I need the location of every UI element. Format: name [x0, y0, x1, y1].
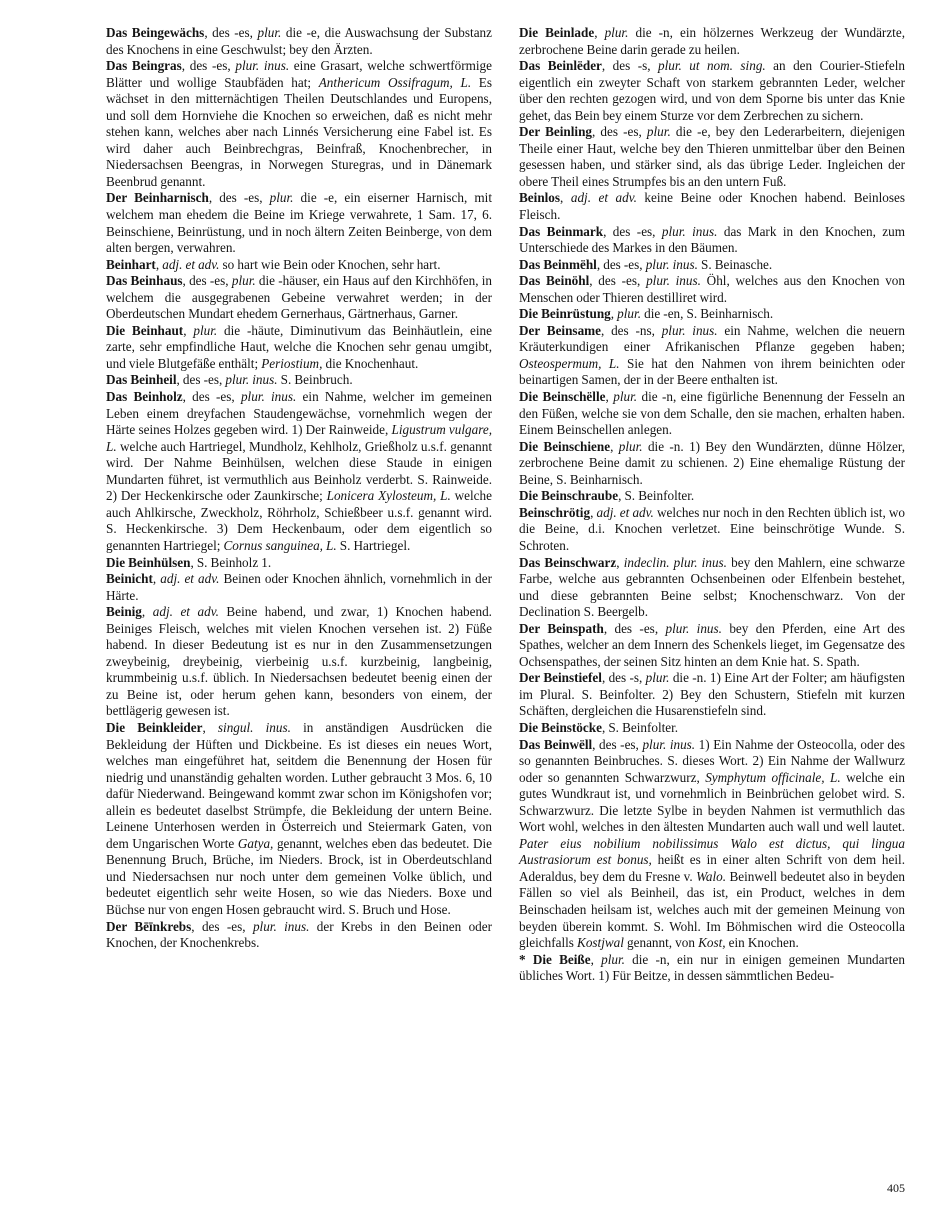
dictionary-entry: [519, 389, 905, 439]
dictionary-entry: [519, 257, 905, 274]
dictionary-entry: [106, 389, 492, 554]
headword: Das Beingras: [106, 58, 182, 74]
entry-text: Öhl, welches aus den Knochen von Menschen oder Thieren destilliret wird.: [519, 273, 905, 305]
italic-text: plur.: [193, 322, 218, 338]
dictionary-entry: [106, 555, 492, 572]
italic-text: adj. et adv.: [570, 190, 637, 206]
italic-text: plur. inus.: [225, 372, 278, 388]
entry-text: S. Beinasche.: [697, 256, 773, 272]
dictionary-entry: [106, 257, 492, 274]
entry-text: ein Nahme, welchen die neuern Kräuterkundigen einer Afrikanischen Pflanze gegeben haben;: [519, 322, 905, 355]
headword: Die Beinrüstung: [519, 306, 611, 322]
dictionary-entry: [519, 439, 905, 489]
entry-text: ,: [155, 256, 163, 272]
italic-text: plur. inus.: [646, 273, 701, 289]
headword: Der Beinspath: [519, 620, 604, 636]
entry-text: ,: [152, 571, 161, 587]
entry-text: genannt, von: [623, 935, 699, 951]
entry-text: , des -es,: [181, 58, 236, 74]
dictionary-entry: [106, 372, 492, 389]
italic-text: plur. inus.: [252, 918, 310, 934]
italic-text: plur.: [618, 438, 643, 454]
headword: Das Beingewächs: [106, 25, 205, 40]
headword: Die Beinhülsen: [106, 554, 191, 570]
dictionary-entry: [106, 323, 492, 373]
entry-text: keine Beine oder Knochen habend. Beinloses Fleisch.: [519, 190, 905, 223]
dictionary-entry: [519, 273, 905, 306]
dictionary-entry: [519, 306, 905, 323]
italic-text: plur. inus.: [661, 223, 718, 239]
entry-text: Es wächset in den mitternächtigen Theilen Deutschlandes und Europens, und soll dem Hornviehe die Knochen so erweichen, daß es nicht mehr stehen kann, welches aber nach Linnés Versicherung eine Fabel ist. Es wird daher auch Beinbrechgras, Beinfraß, Knochenbrecher, in Niedersachsen Beengras, in Norwegen Sturegras, und in Dänemark Beenbrud genannt.: [106, 74, 492, 189]
dictionary-entry: [106, 273, 492, 323]
entry-text: die -häute, Diminutivum das Beinhäutlein, eine zarte, sehr empfindliche Haut, welche die Knochen sehr genau umgibt, und viele Blutgefäße enthält;: [106, 322, 492, 371]
italic-text: plur. inus.: [661, 322, 718, 338]
italic-text: Kostjwal: [577, 935, 624, 951]
italic-text: plur. inus.: [645, 256, 698, 272]
dictionary-entry: [519, 25, 905, 58]
entry-text: , des -es,: [596, 256, 646, 272]
entry-text: ,: [590, 504, 597, 520]
entry-text: ,: [590, 951, 602, 967]
entry-text: bey den Pferden, eine Art des Spathes, welcher an dem Innern des Schenkels lieget, im Gegensatze des Ochsenspathes, der seinen Sitz hinten an dem Knie hat. S. Spath.: [519, 620, 905, 669]
entry-text: die -e, bey den Lederarbeitern, diejenigen Theile einer Haut, welche bey den Thieren unmittelbar über den Beinen gesessen haben, und stärker sind, als das übrige Leder. Ingleichen der obere Theil eines Strumpfes bis an den untern Fuß.: [519, 124, 905, 189]
italic-text: plur.: [601, 951, 625, 967]
headword: Das Beinlëder: [519, 58, 602, 74]
entry-text: , des -es,: [208, 190, 270, 206]
headword: Der Beinharnisch: [106, 190, 209, 206]
entry-text: ,: [183, 322, 194, 338]
entry-text: , des -s,: [601, 58, 658, 74]
dictionary-entry: [519, 190, 905, 223]
dictionary-entry: [519, 488, 905, 505]
italic-text: singul. inus.: [217, 719, 291, 735]
italic-text: Lonicera Xylosteum, L.: [326, 488, 451, 504]
headword: Die Beinkleider: [106, 719, 203, 735]
dictionary-entry: [106, 919, 492, 952]
entry-text: , des -s,: [601, 670, 646, 686]
entry-text: ein Nahme, welcher im gemeinen Leben einem dreyfachen Staudengewächse, vornehmlich wegen der Härte seines Holzes gegeben wird. 1) Der Rainweide,: [106, 389, 492, 438]
entry-text: eine Grasart, welche schwertförmige Blätter und wollige Staubfäden hat;: [106, 58, 492, 90]
italic-text: Osteospermum, L.: [519, 355, 620, 371]
entry-text: welches nur noch in den Rechten üblich ist, wo die Beine, d.i. Knochen verletzet. Eine beinschrötige Wunde. S. Schroten.: [519, 504, 906, 553]
italic-text: Periostium,: [261, 355, 323, 371]
dictionary-entry: [106, 720, 492, 919]
italic-text: Cornus sanguinea, L.: [223, 537, 337, 553]
entry-text: Beinwell bedeutet also in beyden Fällen so viel als Beinheil, das ist, ein Product, welches in dem Beinschaden heilsam ist, welches auch mit der gemeinen Meinung von beyden überein kommt. S. Wohl. Im Böhmischen wird die Osteocolla gleichfalls: [519, 868, 905, 951]
headword: Das Beinmark: [519, 223, 604, 239]
entry-text: ,: [610, 438, 619, 454]
headword: Das Beinschwarz: [519, 554, 617, 570]
entry-text: , des -es,: [603, 223, 662, 239]
italic-text: plur. ut nom. sing.: [657, 58, 766, 74]
dictionary-entry: [106, 604, 492, 720]
italic-text: indeclin. plur. inus.: [623, 554, 727, 570]
dictionary-entry: [519, 555, 905, 621]
entry-text: die -e, ein eiserner Harnisch, mit welchem man ehedem die Beine im Kriege verwahrete, 1 Sam. 17, 6. Beinschiene, Beinrüstung, und in noch ältern Zeiten Beinberge, von dem alten bergen, verwahren.: [106, 190, 492, 256]
dictionary-entry: [519, 224, 905, 257]
entry-text: das Mark in den Knochen, zum Unterschiede des Markes in den Bäumen.: [519, 223, 906, 256]
entry-text: ein Knochen.: [725, 935, 799, 951]
italic-text: plur.: [604, 25, 629, 40]
italic-text: plur.: [257, 25, 282, 40]
italic-text: adj. et adv.: [160, 571, 220, 587]
headword: Der Beinsame: [519, 322, 601, 338]
text-columns: [106, 25, 906, 985]
italic-text: plur.: [231, 273, 256, 289]
headword: Das Beinwëll: [519, 736, 593, 752]
italic-text: plur. inus.: [240, 389, 297, 405]
headword: Der Beinling: [519, 124, 593, 140]
headword: Die Beinschëlle: [519, 389, 606, 405]
italic-text: plur.: [646, 124, 671, 140]
italic-text: adj. et adv.: [152, 604, 219, 620]
entry-text: , S. Beinholz 1.: [190, 554, 272, 570]
dictionary-entry: [519, 323, 905, 389]
entry-text: , des -es,: [603, 620, 666, 636]
entry-text: , des -es,: [182, 389, 241, 405]
headword: Die Beinhaut: [106, 322, 184, 338]
entry-text: , des -es,: [182, 273, 232, 289]
entry-text: , des -es,: [204, 25, 258, 40]
page-number: 405: [887, 1181, 905, 1195]
dictionary-entry: [519, 670, 905, 720]
entry-text: die -n, ein hölzernes Werkzeug der Wundärzte, zerbrochene Beine darin gerade zu heilen.: [519, 25, 905, 57]
column-left: [106, 25, 492, 985]
entry-text: , des -es,: [176, 372, 226, 388]
dictionary-entry: [106, 190, 492, 256]
italic-text: Ligustrum vulgare, L.: [106, 422, 492, 454]
italic-text: plur. inus.: [665, 620, 722, 636]
entry-text: 1) Ein Nahme der Osteocolla, oder des so genannten Beinbruches. S. dieses Wort. 2) Ein Nahme der Wallwurz oder so genannten Schwarzwurz,: [519, 736, 905, 785]
headword: Die Beinlade: [519, 25, 595, 40]
entry-text: Beinen oder Knochen ähnlich, vornehmlich in der Härte.: [106, 571, 493, 603]
italic-text: plur.: [645, 670, 670, 686]
entry-text: , des -ns,: [601, 322, 662, 338]
dictionary-entry: [519, 124, 905, 190]
entry-text: , des -es,: [592, 736, 643, 752]
entry-text: , S. Beinfolter.: [618, 488, 695, 504]
italic-text: plur. inus.: [235, 58, 290, 74]
entry-text: ,: [610, 306, 618, 322]
dictionary-entry: [106, 571, 492, 604]
entry-text: , des -es,: [592, 124, 647, 140]
headword: Das Beinhaus: [106, 273, 183, 289]
entry-text: die -n. 1) Bey den Wundärzten, dünne Hölzer, zerbrochene Beine damit zu schienen. 2) Eine ehemalige Rüstung der Beine, S. Beinharnisch.: [519, 438, 905, 487]
headword: Das Beinmëhl: [519, 256, 597, 272]
entry-text: ,: [202, 719, 218, 735]
entry-text: die -n, ein nur in einigen gemeinen Mundarten übliches Wort. 1) Für Beitze, in dessen sämmtlichen Bedeu-: [519, 951, 905, 984]
italic-text: Gatya,: [237, 835, 274, 851]
column-right: [519, 25, 905, 985]
entry-text: Beine habend, und zwar, 1) Knochen habend. Beiniges Fleisch, welches mit vielen Knochen versehen ist. 2) Füße habend. In dieser Bedeutung ist es nur in den Zusammensetzungen zweybeinig, dreybeinig, vierbeinig u.s.f. kurzbeinig, langbeinig, krummbeinig u.s.f. üblich. In Niedersachsen bedeutet beenig einen der zu Beine ist, oder herum gehen kann, besonders von einem, der bettlägerig gewesen ist.: [106, 604, 492, 719]
italic-text: plur. inus.: [642, 736, 696, 752]
dictionary-entry: [106, 58, 492, 190]
entry-text: der Krebs in den Beinen oder Knochen, der Knochenkrebs.: [106, 918, 493, 951]
entry-text: , des -es,: [589, 273, 647, 289]
italic-text: Walo.: [696, 868, 727, 884]
headword: Beinlos: [519, 190, 561, 206]
headword: * Die Beiße: [519, 951, 591, 967]
dictionary-entry: [519, 505, 905, 555]
entry-text: die -n, eine figürliche Benennung der Fesseln an den Füßen, welche sie von dem Schalle, den sie machen, erhalten haben. Einem Beinschellen anlegen.: [519, 389, 906, 438]
dictionary-entry: [519, 58, 905, 124]
entry-text: ,: [594, 25, 605, 40]
italic-text: plur.: [269, 190, 294, 206]
entry-text: die -e, die Auswachsung der Substanz des Knochens in eine Geschwulst; bey den Ärzten.: [106, 25, 492, 57]
entry-text: ,: [616, 554, 624, 570]
dictionary-entry: [519, 737, 905, 952]
italic-text: adj. et adv.: [162, 256, 220, 272]
headword: Der Beinstiefel: [519, 670, 602, 686]
entry-text: ,: [605, 389, 614, 405]
entry-text: ,: [141, 604, 153, 620]
headword: Beinschrötig: [519, 504, 591, 520]
dictionary-entry: [519, 720, 905, 737]
entry-text: S. Beinbruch.: [277, 372, 353, 388]
italic-text: Symphytum officinale, L.: [705, 769, 841, 785]
headword: Das Beinheil: [106, 372, 177, 388]
headword: Das Beinholz: [106, 389, 183, 405]
italic-text: plur.: [617, 306, 641, 322]
dictionary-entry: [519, 621, 905, 671]
dictionary-entry: [519, 952, 905, 985]
italic-text: Pater eius nobilium nobilissimus Walo est dictus, qui lingua Austrasiorum est bonus,: [519, 835, 905, 868]
headword: Beinig: [106, 604, 142, 620]
entry-text: ,: [560, 190, 571, 206]
entry-text: die -en, S. Beinharnisch.: [641, 306, 774, 322]
entry-text: in anständigen Ausdrücken die Bekleidung der Hüften und Dickbeine. Es ist dieses ein neues Wort, welches man eingeführet hat, seitdem die Benennung der Hosen für niedrig und unanständig gehalten worden. Luther gebraucht 3 Mos. 6, 10 dafür Niederwand. Beingewand kommt zwar schon im Königshofen vor; allein es bedeutet daselbst Strümpfe, die Bekleidung der untern Beine. Leinene Unterhosen werden in Österreich und Steiermark Gaten, von dem Ungarischen Worte: [106, 719, 492, 851]
entry-text: heißt es in einer alten Schrift von dem heil. Aderaldus, bey dem du Fresne v.: [519, 852, 905, 884]
italic-text: plur.: [613, 389, 638, 405]
italic-text: Anthericum Ossifragum, L.: [318, 74, 472, 90]
entry-text: die -n. 1) Eine Art der Folter; am häufigsten im Plural. S. Beinfolter. 2) Bey den Schustern, Stiefeln mit kurzen Schäften, dergleichen die Husarenstiefeln sind.: [519, 670, 905, 719]
entry-text: bey den Mahlern, eine schwarze Farbe, welche aus gebrannten Ochsenbeinen oder Elfenbein bestehet, und diese gebrannten Beine selbst; Knochenschwarz. Von der Declination S. Beergelb.: [519, 554, 905, 620]
entry-text: welche auch Hartriegel, Mundholz, Kehlholz, Grießholz u.s.f. genannt wird. Der Nahme Beinhülsen, welchen diese Staude in einigen Mundarten führet, ist vermuthlich aus Beinholz verderbt. S. Rainweide. 2) Der Heckenkirsche oder Zaunkirsche;: [106, 438, 492, 504]
entry-text: die Knochenhaut.: [322, 355, 419, 371]
headword: Die Beinschraube: [519, 488, 619, 504]
headword: Beinhart: [106, 256, 156, 272]
italic-text: adj. et adv.: [596, 504, 654, 520]
entry-text: so hart wie Bein oder Knochen, sehr hart.: [219, 256, 441, 272]
headword: Beinicht: [106, 571, 153, 587]
entry-text: die -häuser, ein Haus auf den Kirchhöfen, in welchem die ausgegrabenen Gebeine verwahret werden; in der Oberdeutschen Mundart ehedem Gernerhaus, Gärtnerhaus, Garner.: [106, 273, 493, 322]
dictionary-entry: [106, 25, 492, 58]
headword: Die Beinstöcke: [519, 719, 602, 735]
entry-text: welche auch Ahlkirsche, Zweckholz, Röhrholz, Schießbeer u.s.f. genannt wird. S. Heckenkirsche. 3) Dem Heckenbaum, oder dem eigentlich so genannten Hartriegel;: [106, 488, 492, 553]
headword: Die Beinschiene: [519, 438, 611, 454]
headword: Das Beinöhl: [519, 273, 590, 289]
entry-text: genannt, welches eben das bedeutet. Die Benennung Bruch, Brüche, im Nieders. Brock, ist in Oberdeutschland und Niedersachsen nur noch unter dem gemeinen Volke üblich, und bedeutet eigentlich sehr weite Hosen, so wie das Nieders. Boxe und Büchse nur von engen Hosen gebraucht wird. S. Bruch und Hose.: [106, 835, 492, 917]
entry-text: , des -es,: [191, 918, 253, 934]
entry-text: , S. Beinfolter.: [601, 719, 679, 735]
italic-text: Kost,: [698, 935, 726, 951]
entry-text: Sie hat den Nahmen von ihrem beinichten oder beinartigen Samen, der in der Beere enthalten ist.: [519, 355, 905, 388]
headword: Der Bēīnkrebs: [106, 918, 192, 934]
entry-text: an den Courier-Stiefeln eigentlich ein zweyter Schaft von starkem gebrannten Leder, welcher über den rechten gezogen wird, und von dem Sporne bis unter das Knie gehet, das Bein bey einem Sturze vor dem Zerbrechen zu sichern.: [519, 58, 905, 123]
entry-text: S. Hartriegel.: [336, 537, 411, 553]
entry-text: welche ein gutes Wundkraut ist, und vornehmlich in Beinbrüchen gelobet wird. S. Schwarzwurz. Die letzte Sylbe in beyden Nahmen ist vermuthlich das Wort wohl, welches in den ältesten Mundarten auch wall und well lautet.: [519, 769, 905, 835]
